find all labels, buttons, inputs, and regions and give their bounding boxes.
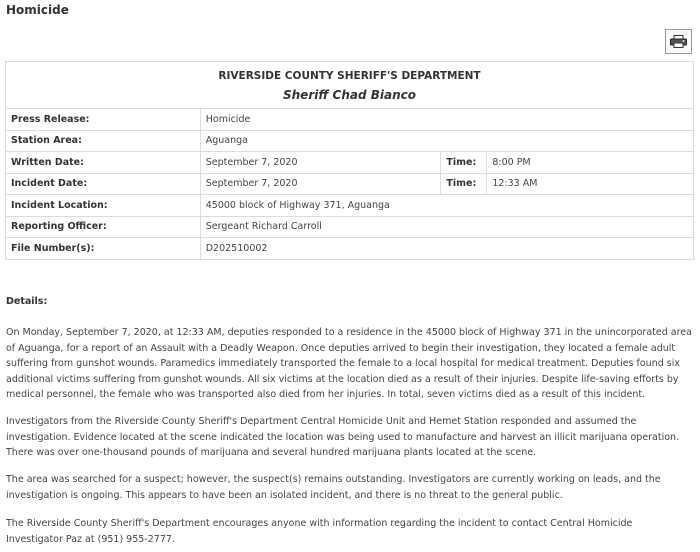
written-time-label: Time: — [441, 152, 487, 174]
print-icon — [670, 35, 687, 48]
file-numbers-row — [6, 238, 694, 260]
incident-date-label: Incident Date: — [6, 173, 201, 195]
file-numbers-label: File Number(s): — [6, 238, 201, 260]
reporting-officer-row — [6, 216, 694, 238]
sheriff-name: Sheriff Chad Bianco — [283, 88, 416, 102]
page-title: Homicide — [6, 3, 69, 17]
incident-time-value: 12:33 AM — [487, 173, 694, 195]
written-date-label: Written Date: — [6, 152, 201, 174]
incident-location-row — [6, 195, 694, 217]
details-paragraph-4: The Riverside County Sheriff's Department encourages anyone with information regarding the incident to contact Central Homicide Investigator Paz at (951) 955-2777. — [6, 518, 633, 545]
incident-location-value: 45000 block of Highway 371, Aguanga — [200, 195, 693, 217]
department-name: RIVERSIDE COUNTY SHERIFF'S DEPARTMENT — [218, 70, 481, 82]
station-area-value: Aguanga — [200, 130, 693, 152]
press-release-row — [6, 109, 694, 131]
reporting-officer-label: Reporting Officer: — [6, 216, 201, 238]
print-button[interactable] — [665, 29, 692, 54]
incident-location-label: Incident Location: — [6, 195, 201, 217]
written-date-row — [6, 152, 694, 174]
details-paragraph-3: The area was searched for a suspect; however, the suspect(s) remains outstanding. Investigators are currently working on leads, and the investigation is ongoing. This appears to have been an isolated incident, and there is no threat to the general public. — [6, 474, 661, 501]
written-time-value: 8:00 PM — [487, 152, 694, 174]
reporting-officer-value: Sergeant Richard Carroll — [200, 216, 693, 238]
header-row — [6, 62, 694, 109]
written-date-value: September 7, 2020 — [200, 152, 441, 174]
press-release-value: Homicide — [200, 109, 693, 131]
station-area-row — [6, 130, 694, 152]
file-numbers-value: D202510002 — [200, 238, 693, 260]
header-cell — [6, 62, 694, 109]
incident-date-value: September 7, 2020 — [200, 173, 441, 195]
details-paragraph-1: On Monday, September 7, 2020, at 12:33 AM, deputies responded to a residence in the 45000 block of Highway 371 in the unincorporated area of Aguanga, for a report of an Assault with a Deadly Weapon. Once deputies arrived to begin their investigation, they located a female adult suffering from gunshot wounds. Paramedics immediately transported the female to a local hospital for medical treatment. Deputies found six additional victims suffering from gunshot wounds. All six victims at the location died as a result of their injuries. Despite life-saving efforts by medical personnel, the female who was transported also died from her injuries. In total, seven victims died as a result of this incident. — [6, 327, 692, 400]
incident-time-label: Time: — [441, 173, 487, 195]
press-release-info-table — [5, 61, 694, 260]
details-label: Details: — [6, 296, 48, 307]
incident-date-row — [6, 173, 694, 195]
details-paragraph-2: Investigators from the Riverside County Sheriff's Department Central Homicide Unit and Hemet Station responded and assumed the investigation. Evidence located at the scene indicated the location was being used to manufacture and harvest an illicit marijuana operation. There was over one-thousand pounds of marijuana and several hundred marijuana plants located at the scene. — [6, 416, 680, 458]
station-area-label: Station Area: — [6, 130, 201, 152]
press-release-label: Press Release: — [6, 109, 201, 131]
